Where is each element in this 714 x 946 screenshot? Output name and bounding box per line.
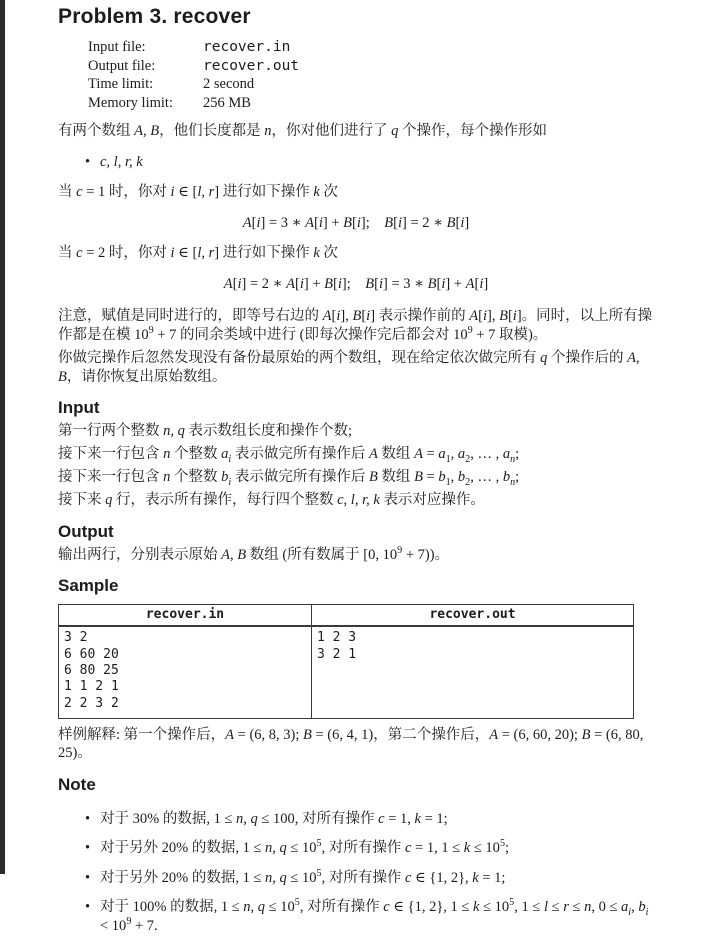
- operation-format-item: • c, l, r, k: [100, 153, 654, 172]
- sample-input-cell: [59, 626, 312, 718]
- sample-explanation: 样例解释: 第一个操作后，A = (6, 8, 3); B = (6, 4, 1)，第二个操作后，A = (6, 60, 20); B = (6, 80, 25)。: [58, 726, 644, 762]
- input-file-value: recover.in: [203, 39, 291, 55]
- info-row-time-limit: [88, 75, 299, 94]
- time-limit-label: Time limit:: [88, 76, 154, 93]
- note-constraints-list: [58, 810, 654, 936]
- simultaneous-note-paragraph: 注意，赋值是同时进行的，即等号右边的 A[i], B[i] 表示操作前的 A[i], B[i]。同时，以上所有操作都是在模 $10^9 + 7$ 的同余类域中进行 (即每次操作完后都会对 $10^9 + 7$ 取模)。: [58, 308, 653, 343]
- sample-output-cell: [312, 626, 634, 718]
- recover-task-paragraph: 你做完操作后忽然发现没有备份最原始的两个数组，现在给定依次做完所有 q 个操作后的 A, B，请你恢复出原始数组。: [58, 350, 640, 385]
- info-row-input-file: [88, 38, 299, 57]
- memory-limit-value: 256 MB: [203, 94, 251, 111]
- section-heading-input: Input: [58, 398, 100, 418]
- sample-output-header: recover.out: [312, 605, 634, 627]
- sample-input-line: 6 80 25: [64, 662, 119, 678]
- time-limit-value: 2 second: [203, 76, 255, 93]
- section-heading-note: Note: [58, 774, 96, 794]
- input-description-line: 第一行两个整数 n, q 表示数组长度和操作个数;: [58, 423, 353, 440]
- case2-description: 当 c = 2 时，你对 i ∈ [l, r] 进行如下操作 k 次: [58, 245, 338, 262]
- section-heading-output: Output: [58, 521, 114, 541]
- sample-input-header: recover.in: [59, 605, 312, 627]
- case2-formula: A[i] = 2 ∗ A[i] + B[i]; B[i] = 3 ∗ B[i] + A[i]: [223, 275, 489, 292]
- info-row-memory-limit: [88, 94, 299, 113]
- sample-table-header-row: [59, 605, 634, 627]
- case1-description: 当 c = 1 时，你对 i ∈ [l, r] 进行如下操作 k 次: [58, 184, 338, 201]
- output-file-value: recover.out: [203, 57, 300, 74]
- sample-output-line: 1 2 3: [317, 630, 357, 646]
- note-item: • 对于 100% 的数据, 1 ≤ n, $q \le 10^5$, 对所有操作 c ∈ {1, 2}, $1 \le k \le 10^5$, 1 ≤ l ≤ r ≤ n, $0 \le a_i$, $b_i < 10^9 + 7$.: [100, 898, 654, 935]
- statement-intro: 有两个数组 A, B，他们长度都是 n，你对他们进行了 q 个操作，每个操作形如: [58, 123, 547, 140]
- sample-input-line: 6 60 20: [64, 646, 119, 662]
- problem-statement: [58, 0, 654, 946]
- memory-limit-label: Memory limit:: [88, 94, 173, 111]
- info-row-output-file: [88, 57, 299, 76]
- note-item: • 对于另外 20% 的数据, 1 ≤ n, $q \le 10^5$, 对所有操作 c ∈ {1, 2}, k = 1;: [100, 869, 654, 888]
- page-edge-strip: [0, 0, 5, 874]
- input-description-line: 接下来 q 行，表示所有操作，每行四个整数 c, l, r, k 表示对应操作。: [58, 492, 485, 509]
- sample-output-line: 3 2 1: [317, 646, 357, 662]
- case1-formula: A[i] = 3 ∗ A[i] + B[i]; B[i] = 2 ∗ B[i]: [242, 214, 470, 231]
- output-file-label: Output file:: [88, 57, 156, 74]
- output-description-line: 输出两行，分别表示原始 A, B 数组 (所有数属于 [0, $10^9 + 7$))。: [58, 545, 450, 563]
- sample-table-body-row: [59, 626, 634, 718]
- sample-input-line: 1 1 2 1: [64, 679, 119, 695]
- problem-info-table: [88, 38, 299, 112]
- operation-format-list: [58, 153, 654, 172]
- note-item: • 对于另外 20% 的数据, 1 ≤ n, $q \le 10^5$, 对所有操作 c = 1, $1 \le k \le 10^5$;: [100, 839, 654, 858]
- section-heading-sample: Sample: [58, 576, 119, 596]
- problem-title: Problem 3. recover: [58, 5, 251, 28]
- note-item: • 对于 30% 的数据, 1 ≤ n, q ≤ 100, 对所有操作 c = 1, k = 1;: [100, 810, 654, 829]
- sample-input-line: 3 2: [64, 630, 88, 646]
- input-file-label: Input file:: [88, 39, 146, 55]
- input-description-line: 接下来一行包含 n 个整数 $b_i$ 表示做完所有操作后 B 数组 $B = b_1$, $b_2$, … , $b_n$;: [58, 469, 520, 489]
- sample-input-line: 2 2 3 2: [64, 695, 119, 711]
- input-description-line: 接下来一行包含 n 个整数 $a_i$ 表示做完所有操作后 A 数组 $A = a_1$, $a_2$, … , $a_n$;: [58, 446, 520, 466]
- sample-table: [58, 604, 634, 718]
